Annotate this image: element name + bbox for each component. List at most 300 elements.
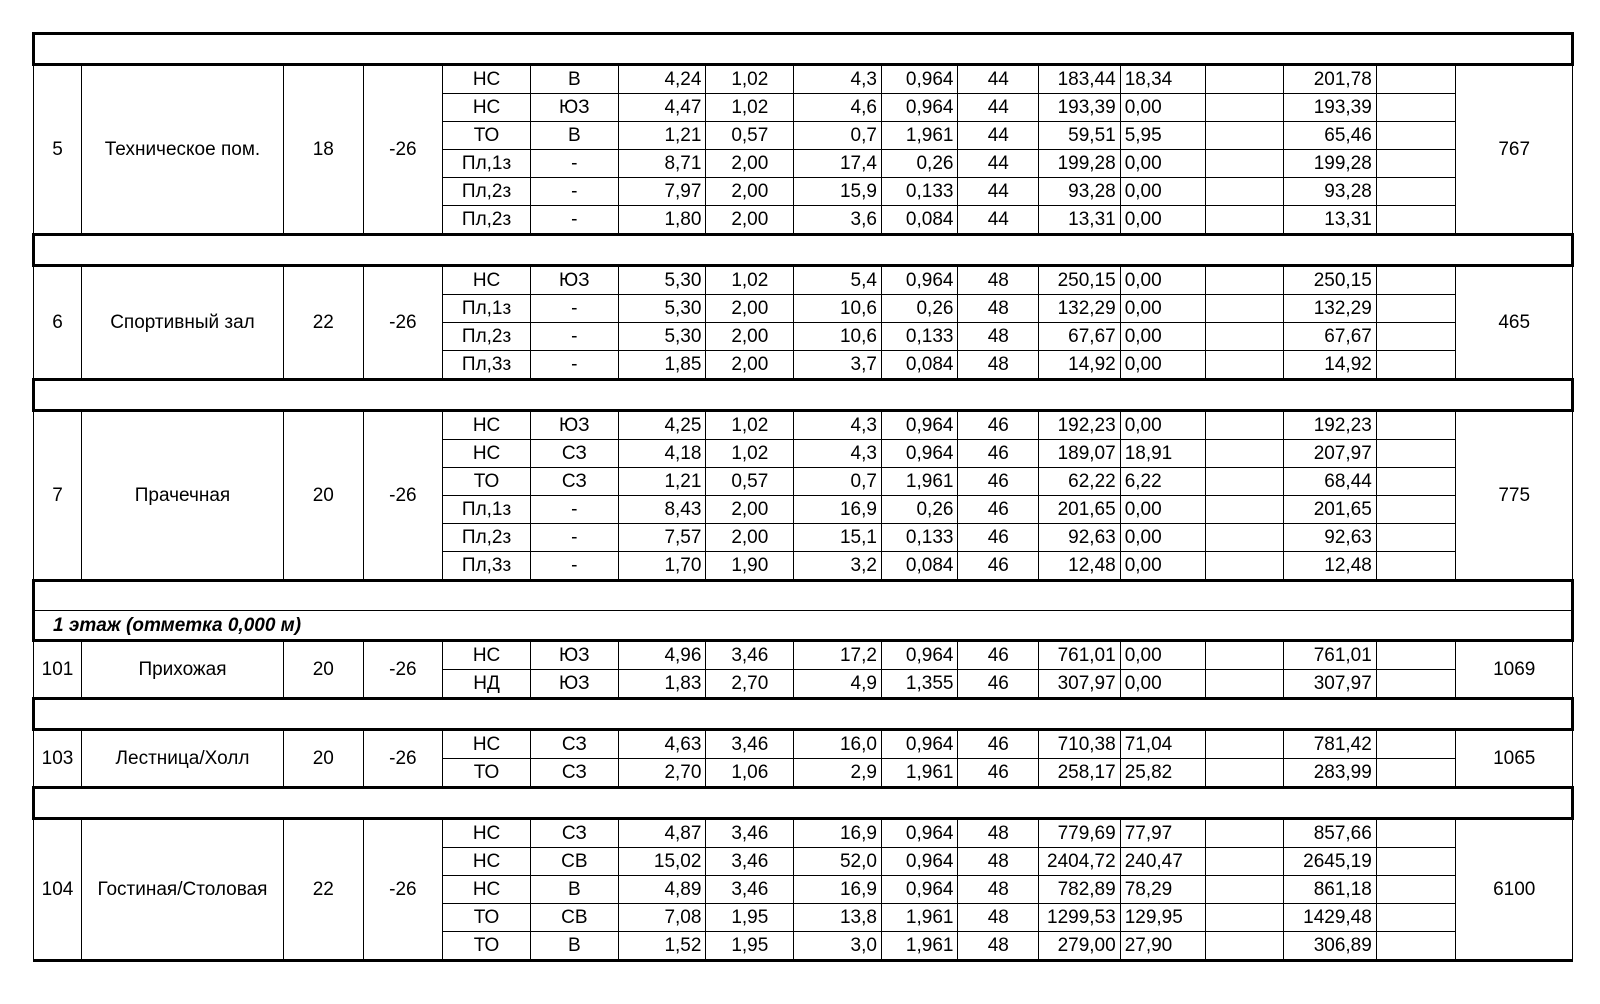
room-total: 1065	[1456, 730, 1573, 788]
table-cell: 3,46	[706, 641, 794, 670]
table-cell: 3,0	[794, 932, 882, 961]
room-name: Гостиная/Столовая	[81, 819, 283, 961]
table-cell: 0,964	[881, 641, 958, 670]
table-cell: 68,44	[1283, 468, 1376, 496]
table-cell: 1,02	[706, 65, 794, 94]
table-row	[34, 730, 1573, 759]
table-cell: 199,28	[1283, 150, 1376, 178]
table-cell: 78,29	[1120, 876, 1206, 904]
table-cell	[1206, 876, 1284, 904]
table-cell: 1429,48	[1283, 904, 1376, 932]
room-name: Лестница/Холл	[81, 730, 283, 788]
table-cell: 44	[958, 122, 1039, 150]
table-cell: 201,78	[1283, 65, 1376, 94]
table-cell: 25,82	[1120, 759, 1206, 788]
table-cell: Пл,3з	[443, 552, 531, 581]
table-cell: 307,97	[1283, 670, 1376, 699]
room-total: 6100	[1456, 819, 1573, 961]
floor-header-row	[34, 611, 1573, 641]
table-cell: 0,57	[706, 122, 794, 150]
table-cell: В	[530, 65, 618, 94]
table-cell: 201,65	[1283, 496, 1376, 524]
table-cell: 46	[958, 730, 1039, 759]
table-cell: 46	[958, 440, 1039, 468]
table-cell	[1376, 524, 1456, 552]
table-cell: 48	[958, 876, 1039, 904]
table-cell: -	[530, 552, 618, 581]
table-cell: 0,00	[1120, 94, 1206, 122]
table-cell: 192,23	[1039, 411, 1121, 440]
table-cell: 0,084	[881, 351, 958, 380]
table-cell	[1376, 759, 1456, 788]
table-cell: 4,18	[618, 440, 706, 468]
table-cell	[1376, 94, 1456, 122]
table-cell: 1,961	[881, 122, 958, 150]
table-cell: 14,92	[1039, 351, 1121, 380]
table-cell: 5,30	[618, 323, 706, 351]
table-cell: 3,46	[706, 876, 794, 904]
table-cell: Пл,2з	[443, 323, 531, 351]
table-cell: 4,47	[618, 94, 706, 122]
table-cell	[1206, 496, 1284, 524]
table-cell	[1376, 178, 1456, 206]
table-cell: 15,9	[794, 178, 882, 206]
table-cell: 48	[958, 351, 1039, 380]
table-cell: 8,43	[618, 496, 706, 524]
table-cell: 46	[958, 759, 1039, 788]
table-cell: 46	[958, 641, 1039, 670]
room-number: 6	[34, 266, 82, 380]
table-cell	[1376, 876, 1456, 904]
table-cell: 44	[958, 150, 1039, 178]
floor-header: 1 этаж (отметка 0,000 м)	[34, 611, 1573, 641]
table-cell: 6,22	[1120, 468, 1206, 496]
table-cell: 67,67	[1283, 323, 1376, 351]
table-cell	[1206, 323, 1284, 351]
table-cell: 2,00	[706, 524, 794, 552]
table-cell: 92,63	[1283, 524, 1376, 552]
table-cell: 250,15	[1039, 266, 1121, 295]
table-cell: Пл,1з	[443, 496, 531, 524]
table-cell: 0,00	[1120, 206, 1206, 235]
table-cell: 16,9	[794, 819, 882, 848]
table-cell: Пл,1з	[443, 150, 531, 178]
table-cell: НС	[443, 641, 531, 670]
table-cell: 5,30	[618, 266, 706, 295]
table-cell: СЗ	[530, 759, 618, 788]
table-cell	[1376, 670, 1456, 699]
table-cell	[1206, 904, 1284, 932]
table-cell	[1206, 932, 1284, 961]
table-cell: 4,3	[794, 65, 882, 94]
table-cell: ЮЗ	[530, 411, 618, 440]
table-cell: 0,00	[1120, 266, 1206, 295]
table-cell: Пл,3з	[443, 351, 531, 380]
table-cell: 779,69	[1039, 819, 1121, 848]
table-cell	[1206, 552, 1284, 581]
room-name: Прачечная	[81, 411, 283, 581]
table-cell: 12,48	[1039, 552, 1121, 581]
table-cell: 15,02	[618, 848, 706, 876]
table-cell	[1376, 848, 1456, 876]
table-cell: 0,26	[881, 496, 958, 524]
table-cell: 0,7	[794, 122, 882, 150]
table-cell: 193,39	[1039, 94, 1121, 122]
table-cell: 48	[958, 295, 1039, 323]
table-row	[34, 65, 1573, 94]
table-cell: 0,964	[881, 730, 958, 759]
table-cell: 2645,19	[1283, 848, 1376, 876]
room-temp-inside: 20	[284, 641, 364, 699]
table-cell: 14,92	[1283, 351, 1376, 380]
table-cell	[1206, 848, 1284, 876]
table-cell: -	[530, 524, 618, 552]
table-cell: 183,44	[1039, 65, 1121, 94]
table-cell: 2,9	[794, 759, 882, 788]
table-row	[34, 819, 1573, 848]
table-cell	[1376, 819, 1456, 848]
table-cell: 16,0	[794, 730, 882, 759]
table-cell: 0,00	[1120, 295, 1206, 323]
table-cell: 5,95	[1120, 122, 1206, 150]
room-temp-inside: 22	[284, 266, 364, 380]
room-temp-outside: -26	[363, 411, 443, 581]
table-cell: 1,02	[706, 266, 794, 295]
table-cell	[1376, 323, 1456, 351]
table-cell	[1376, 122, 1456, 150]
room-total: 1069	[1456, 641, 1573, 699]
table-cell: НС	[443, 65, 531, 94]
table-cell: 0,964	[881, 848, 958, 876]
table-cell: ЮЗ	[530, 94, 618, 122]
separator-row	[34, 380, 1573, 411]
table-cell: НС	[443, 876, 531, 904]
table-cell: 857,66	[1283, 819, 1376, 848]
table-cell: 5,30	[618, 295, 706, 323]
table-cell	[1376, 730, 1456, 759]
table-cell: 16,9	[794, 876, 882, 904]
table-cell: 0,084	[881, 206, 958, 235]
table-cell: 0,00	[1120, 323, 1206, 351]
room-temp-outside: -26	[363, 819, 443, 961]
table-cell: 27,90	[1120, 932, 1206, 961]
table-cell: Пл,2з	[443, 206, 531, 235]
table-cell: 48	[958, 932, 1039, 961]
table-cell: 861,18	[1283, 876, 1376, 904]
table-cell: 44	[958, 94, 1039, 122]
table-cell: 4,6	[794, 94, 882, 122]
room-total: 465	[1456, 266, 1573, 380]
table-cell: 46	[958, 670, 1039, 699]
table-cell: -	[530, 496, 618, 524]
table-cell: 201,65	[1039, 496, 1121, 524]
table-cell: 46	[958, 411, 1039, 440]
table-cell: 199,28	[1039, 150, 1121, 178]
table-cell	[1206, 178, 1284, 206]
table-cell: 13,31	[1039, 206, 1121, 235]
table-cell	[1206, 440, 1284, 468]
table-cell: 48	[958, 819, 1039, 848]
table-cell: 1,21	[618, 122, 706, 150]
table-cell: 52,0	[794, 848, 882, 876]
table-cell	[1376, 552, 1456, 581]
table-cell: 1,961	[881, 468, 958, 496]
table-cell: 4,25	[618, 411, 706, 440]
table-cell: СЗ	[530, 819, 618, 848]
heat-loss-table	[32, 32, 1574, 962]
table-cell: 17,2	[794, 641, 882, 670]
table-cell: 12,48	[1283, 552, 1376, 581]
table-cell: 192,23	[1283, 411, 1376, 440]
table-cell: 4,9	[794, 670, 882, 699]
table-cell: 0,26	[881, 150, 958, 178]
table-cell: 207,97	[1283, 440, 1376, 468]
table-cell	[1206, 150, 1284, 178]
room-number: 7	[34, 411, 82, 581]
table-cell: 15,1	[794, 524, 882, 552]
table-cell: НС	[443, 848, 531, 876]
table-cell: ТО	[443, 904, 531, 932]
table-cell: 0,26	[881, 295, 958, 323]
table-cell	[1376, 266, 1456, 295]
table-cell: 0,00	[1120, 641, 1206, 670]
table-cell	[1376, 440, 1456, 468]
table-cell: 4,87	[618, 819, 706, 848]
table-cell: 13,31	[1283, 206, 1376, 235]
table-cell: 258,17	[1039, 759, 1121, 788]
table-cell: 92,63	[1039, 524, 1121, 552]
table-cell	[1206, 730, 1284, 759]
room-number: 5	[34, 65, 82, 235]
table-cell: 3,46	[706, 730, 794, 759]
table-cell	[1206, 65, 1284, 94]
room-number: 104	[34, 819, 82, 961]
table-cell: 59,51	[1039, 122, 1121, 150]
table-cell: 0,964	[881, 440, 958, 468]
room-name: Спортивный зал	[81, 266, 283, 380]
table-cell	[1206, 94, 1284, 122]
table-cell: 7,57	[618, 524, 706, 552]
table-cell: 93,28	[1283, 178, 1376, 206]
table-cell: 1,961	[881, 759, 958, 788]
table-cell: -	[530, 206, 618, 235]
table-cell: 0,133	[881, 524, 958, 552]
table-cell	[1206, 468, 1284, 496]
table-cell: 1,83	[618, 670, 706, 699]
table-cell: В	[530, 122, 618, 150]
table-cell: 1,21	[618, 468, 706, 496]
table-cell: 46	[958, 552, 1039, 581]
table-cell: 132,29	[1039, 295, 1121, 323]
table-cell: 2,00	[706, 496, 794, 524]
table-cell: СЗ	[530, 440, 618, 468]
table-cell: 48	[958, 266, 1039, 295]
table-cell: 4,63	[618, 730, 706, 759]
table-cell: 7,08	[618, 904, 706, 932]
table-cell	[1206, 759, 1284, 788]
table-cell: 67,67	[1039, 323, 1121, 351]
table-cell: 13,8	[794, 904, 882, 932]
table-cell	[1376, 468, 1456, 496]
table-cell: НС	[443, 94, 531, 122]
table-cell: 193,39	[1283, 94, 1376, 122]
table-cell: 1,95	[706, 932, 794, 961]
table-cell: 65,46	[1283, 122, 1376, 150]
table-cell: 0,00	[1120, 351, 1206, 380]
table-cell: 3,2	[794, 552, 882, 581]
table-cell: 46	[958, 496, 1039, 524]
table-cell: НС	[443, 266, 531, 295]
table-cell: 2,00	[706, 150, 794, 178]
table-cell: 1299,53	[1039, 904, 1121, 932]
table-cell: 3,46	[706, 819, 794, 848]
table-cell: 1,95	[706, 904, 794, 932]
table-cell: 761,01	[1039, 641, 1121, 670]
table-cell: 1,961	[881, 904, 958, 932]
table-cell: 0,00	[1120, 178, 1206, 206]
table-cell: 1,90	[706, 552, 794, 581]
table-cell: ТО	[443, 122, 531, 150]
room-number: 101	[34, 641, 82, 699]
table-cell: 4,3	[794, 440, 882, 468]
table-cell: 10,6	[794, 295, 882, 323]
table-cell: 283,99	[1283, 759, 1376, 788]
table-cell: 1,02	[706, 440, 794, 468]
room-temp-inside: 18	[284, 65, 364, 235]
table-cell: ТО	[443, 759, 531, 788]
table-cell	[1376, 295, 1456, 323]
table-cell: 4,24	[618, 65, 706, 94]
room-name: Прихожая	[81, 641, 283, 699]
table-cell: Пл,2з	[443, 178, 531, 206]
room-temp-outside: -26	[363, 266, 443, 380]
table-cell: 77,97	[1120, 819, 1206, 848]
table-cell: 2,00	[706, 295, 794, 323]
table-cell	[1206, 351, 1284, 380]
table-row	[34, 411, 1573, 440]
room-name: Техническое пом.	[81, 65, 283, 235]
table-cell: 782,89	[1039, 876, 1121, 904]
table-cell: 44	[958, 178, 1039, 206]
table-cell: 3,6	[794, 206, 882, 235]
table-cell	[1206, 641, 1284, 670]
table-cell: 4,3	[794, 411, 882, 440]
table-cell: Пл,1з	[443, 295, 531, 323]
table-cell: 0,133	[881, 323, 958, 351]
table-cell: 279,00	[1039, 932, 1121, 961]
table-body	[34, 34, 1573, 961]
table-cell: 17,4	[794, 150, 882, 178]
table-cell: 4,89	[618, 876, 706, 904]
table-cell	[1206, 295, 1284, 323]
table-cell: СВ	[530, 848, 618, 876]
table-cell	[1376, 641, 1456, 670]
table-cell: 18,34	[1120, 65, 1206, 94]
table-cell: 1,02	[706, 411, 794, 440]
separator-row	[34, 788, 1573, 819]
table-cell: НД	[443, 670, 531, 699]
table-cell	[1376, 932, 1456, 961]
table-cell: НС	[443, 440, 531, 468]
table-cell: НС	[443, 819, 531, 848]
table-cell: 2404,72	[1039, 848, 1121, 876]
separator-row	[34, 699, 1573, 730]
table-cell	[1376, 351, 1456, 380]
table-cell	[1376, 411, 1456, 440]
table-cell: ТО	[443, 468, 531, 496]
table-cell: 2,70	[706, 670, 794, 699]
table-cell: 250,15	[1283, 266, 1376, 295]
room-temp-outside: -26	[363, 730, 443, 788]
table-cell: СЗ	[530, 468, 618, 496]
table-cell: 2,00	[706, 178, 794, 206]
table-cell: -	[530, 150, 618, 178]
table-cell: 1,06	[706, 759, 794, 788]
table-cell: -	[530, 178, 618, 206]
table-cell: 129,95	[1120, 904, 1206, 932]
table-cell: НС	[443, 730, 531, 759]
table-cell: 0,00	[1120, 524, 1206, 552]
room-temp-inside: 20	[284, 730, 364, 788]
table-cell: -	[530, 295, 618, 323]
table-cell: 0,00	[1120, 411, 1206, 440]
table-cell: 10,6	[794, 323, 882, 351]
room-temp-inside: 22	[284, 819, 364, 961]
separator-row	[34, 235, 1573, 266]
table-cell: 0,964	[881, 65, 958, 94]
table-cell	[1376, 496, 1456, 524]
table-cell	[1206, 122, 1284, 150]
table-cell: 0,964	[881, 266, 958, 295]
table-cell: 46	[958, 468, 1039, 496]
separator-row	[34, 34, 1573, 65]
table-cell: 0,964	[881, 876, 958, 904]
table-cell: 2,00	[706, 351, 794, 380]
table-cell: 44	[958, 65, 1039, 94]
table-cell: 2,00	[706, 323, 794, 351]
table-cell: ЮЗ	[530, 641, 618, 670]
table-cell: 1,355	[881, 670, 958, 699]
table-cell: 3,46	[706, 848, 794, 876]
table-cell	[1376, 206, 1456, 235]
table-cell: 240,47	[1120, 848, 1206, 876]
table-cell: 3,7	[794, 351, 882, 380]
table-cell: 1,85	[618, 351, 706, 380]
table-cell: Пл,2з	[443, 524, 531, 552]
room-temp-outside: -26	[363, 65, 443, 235]
table-cell: 18,91	[1120, 440, 1206, 468]
table-cell: 0,57	[706, 468, 794, 496]
table-cell: В	[530, 932, 618, 961]
table-cell: 0,964	[881, 94, 958, 122]
table-cell: -	[530, 351, 618, 380]
table-row	[34, 266, 1573, 295]
table-cell: 710,38	[1039, 730, 1121, 759]
table-cell: 0,7	[794, 468, 882, 496]
table-cell	[1206, 206, 1284, 235]
room-number: 103	[34, 730, 82, 788]
table-cell: 1,80	[618, 206, 706, 235]
table-cell: 781,42	[1283, 730, 1376, 759]
table-cell: 62,22	[1039, 468, 1121, 496]
table-cell: -	[530, 323, 618, 351]
table-cell	[1206, 670, 1284, 699]
table-cell: 0,00	[1120, 552, 1206, 581]
table-cell: 48	[958, 848, 1039, 876]
table-cell: 16,9	[794, 496, 882, 524]
table-cell: В	[530, 876, 618, 904]
separator-row	[34, 581, 1573, 611]
